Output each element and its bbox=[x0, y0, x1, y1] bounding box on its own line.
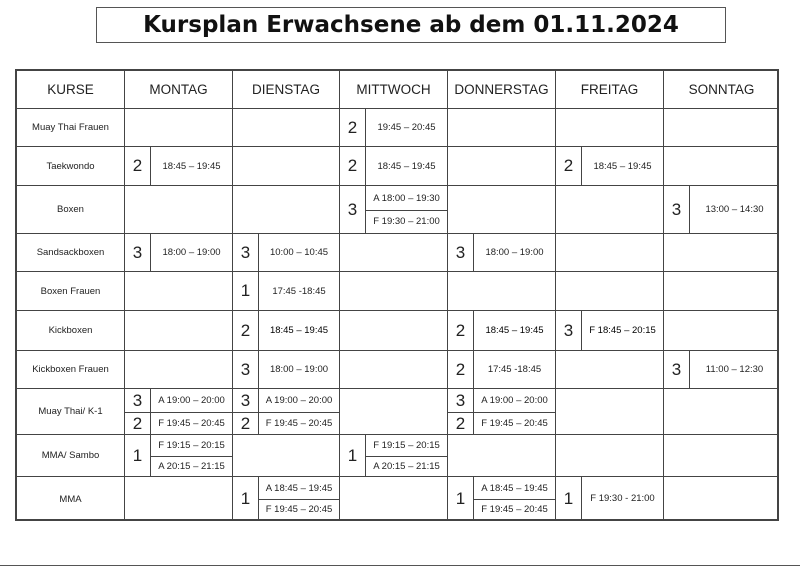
class-time: F 19:45 – 20:45 bbox=[258, 499, 339, 520]
class-time: 18:45 – 19:45 bbox=[258, 311, 339, 350]
class-time: F 19:15 – 20:15 bbox=[365, 435, 447, 457]
class-count: 2 bbox=[240, 413, 251, 433]
class-time: 18:00 – 19:00 bbox=[150, 234, 232, 271]
schedule-cell bbox=[448, 389, 556, 435]
course-name: Kickboxen Frauen bbox=[17, 351, 125, 389]
class-count: 1 bbox=[455, 488, 466, 508]
schedule-cell bbox=[664, 234, 779, 272]
class-count: 2 bbox=[563, 156, 574, 175]
schedule-cell bbox=[340, 109, 448, 147]
class-count: 1 bbox=[563, 488, 574, 508]
schedule-cell bbox=[448, 234, 556, 272]
schedule-cell bbox=[448, 477, 556, 521]
class-count: 2 bbox=[347, 117, 358, 137]
class-time: 17:45 -18:45 bbox=[473, 351, 555, 388]
schedule-cell bbox=[233, 435, 340, 477]
class-count: 3 bbox=[125, 389, 150, 413]
class-count: 3 bbox=[448, 389, 473, 413]
class-time: 10:00 – 10:45 bbox=[258, 234, 339, 271]
schedule-cell bbox=[664, 311, 779, 351]
class-time: F 19:45 – 20:45 bbox=[473, 499, 555, 520]
schedule-cell bbox=[556, 234, 664, 272]
schedule-cell bbox=[556, 109, 664, 147]
class-count: 1 bbox=[240, 488, 251, 508]
schedule-cell bbox=[233, 109, 340, 147]
class-count: 2 bbox=[455, 320, 466, 340]
schedule-cell bbox=[125, 435, 233, 477]
class-time: F 19:30 – 21:00 bbox=[365, 210, 447, 233]
class-count: 2 bbox=[347, 156, 358, 175]
class-count: 1 bbox=[240, 281, 251, 300]
class-time: A 20:15 – 21:15 bbox=[150, 456, 232, 476]
schedule-cell bbox=[233, 147, 340, 186]
class-count: 3 bbox=[563, 320, 574, 340]
course-name: Muay Thai/ K-1 bbox=[17, 389, 125, 435]
class-time: A 18:00 – 19:30 bbox=[365, 186, 447, 211]
class-time: A 20:15 – 21:15 bbox=[365, 456, 447, 476]
class-time: F 19:45 – 20:45 bbox=[258, 412, 339, 434]
course-name: Boxen Frauen bbox=[17, 272, 125, 311]
schedule-cell bbox=[664, 389, 779, 435]
schedule-cell bbox=[556, 186, 664, 234]
class-time: 18:00 – 19:00 bbox=[258, 351, 339, 388]
class-count: 3 bbox=[233, 389, 258, 413]
schedule-cell bbox=[340, 311, 448, 351]
schedule-cell bbox=[233, 351, 340, 389]
class-time: 19:45 – 20:45 bbox=[365, 109, 447, 146]
class-time: F 18:45 – 20:15 bbox=[581, 311, 663, 350]
class-time: A 18:45 – 19:45 bbox=[258, 477, 339, 500]
column-header-dienstag: DIENSTAG bbox=[233, 71, 340, 109]
schedule-cell bbox=[125, 311, 233, 351]
schedule-cell bbox=[340, 234, 448, 272]
class-count: 2 bbox=[240, 320, 251, 340]
schedule-cell bbox=[125, 389, 233, 435]
schedule-cell bbox=[448, 147, 556, 186]
schedule-cell bbox=[340, 351, 448, 389]
schedule-cell bbox=[556, 272, 664, 311]
class-count: 3 bbox=[240, 242, 251, 262]
class-time: 11:00 – 12:30 bbox=[689, 351, 779, 388]
schedule-cell bbox=[233, 272, 340, 311]
class-time: F 19:45 – 20:45 bbox=[150, 412, 232, 434]
class-count: 3 bbox=[132, 242, 143, 262]
class-count: 3 bbox=[347, 199, 358, 219]
schedule-cell bbox=[448, 435, 556, 477]
class-count: 1 bbox=[132, 445, 143, 465]
class-count: 2 bbox=[132, 413, 143, 433]
schedule-cell bbox=[556, 389, 664, 435]
column-header-donnerstag: DONNERSTAG bbox=[448, 71, 556, 109]
schedule-cell bbox=[448, 186, 556, 234]
column-header-freitag: FREITAG bbox=[556, 71, 664, 109]
schedule-cell bbox=[125, 186, 233, 234]
class-time: A 18:45 – 19:45 bbox=[473, 477, 555, 500]
course-name: MMA bbox=[17, 477, 125, 521]
schedule-cell bbox=[664, 435, 779, 477]
schedule-cell bbox=[664, 351, 779, 389]
schedule-cell bbox=[340, 272, 448, 311]
course-name: Boxen bbox=[17, 186, 125, 234]
column-header-montag: MONTAG bbox=[125, 71, 233, 109]
schedule-cell bbox=[448, 311, 556, 351]
class-count: 3 bbox=[671, 199, 682, 219]
schedule-cell bbox=[664, 109, 779, 147]
schedule-cell bbox=[448, 272, 556, 311]
class-time: 17:45 -18:45 bbox=[258, 272, 339, 310]
schedule-table bbox=[15, 69, 779, 521]
class-time: 18:45 – 19:45 bbox=[150, 147, 232, 185]
schedule-cell bbox=[664, 186, 779, 234]
class-count: 2 bbox=[455, 413, 466, 433]
schedule-cell bbox=[664, 147, 779, 186]
class-time: A 19:00 – 20:00 bbox=[258, 389, 339, 413]
column-header-mittwoch: MITTWOCH bbox=[340, 71, 448, 109]
class-count: 3 bbox=[240, 359, 251, 379]
schedule-cell bbox=[233, 186, 340, 234]
schedule-cell bbox=[556, 147, 664, 186]
course-name: Muay Thai Frauen bbox=[17, 109, 125, 147]
schedule-cell bbox=[125, 147, 233, 186]
page-title: Kursplan Erwachsene ab dem 01.11.2024 bbox=[96, 7, 726, 43]
class-count: 3 bbox=[455, 242, 466, 262]
schedule-cell bbox=[556, 477, 664, 521]
class-count: 2 bbox=[132, 156, 143, 175]
schedule-cell bbox=[233, 477, 340, 521]
class-time: 18:45 – 19:45 bbox=[365, 147, 447, 185]
class-time: 18:45 – 19:45 bbox=[473, 311, 555, 350]
class-time: A 19:00 – 20:00 bbox=[150, 389, 232, 413]
course-name: Kickboxen bbox=[17, 311, 125, 351]
schedule-cell bbox=[556, 435, 664, 477]
schedule-cell bbox=[125, 109, 233, 147]
schedule-cell bbox=[556, 351, 664, 389]
schedule-cell bbox=[340, 389, 448, 435]
class-time: F 19:30 - 21:00 bbox=[581, 477, 663, 520]
class-time: A 19:00 – 20:00 bbox=[473, 389, 555, 413]
class-time: 18:45 – 19:45 bbox=[581, 147, 663, 185]
schedule-cell bbox=[340, 186, 448, 234]
schedule-cell bbox=[340, 147, 448, 186]
column-header-sonntag: SONNTAG bbox=[664, 71, 779, 109]
class-count: 3 bbox=[671, 359, 682, 379]
course-name: MMA/ Sambo bbox=[17, 435, 125, 477]
class-time: F 19:15 – 20:15 bbox=[150, 435, 232, 457]
course-name: Taekwondo bbox=[17, 147, 125, 186]
schedule-cell bbox=[125, 272, 233, 311]
class-time: 13:00 – 14:30 bbox=[689, 186, 779, 233]
schedule-cell bbox=[125, 477, 233, 521]
class-count: 1 bbox=[347, 445, 358, 465]
class-time: 18:00 – 19:00 bbox=[473, 234, 555, 271]
schedule-cell bbox=[233, 311, 340, 351]
schedule-cell bbox=[233, 234, 340, 272]
course-name: Sandsackboxen bbox=[17, 234, 125, 272]
schedule-cell bbox=[233, 389, 340, 435]
schedule-cell bbox=[125, 234, 233, 272]
bottom-divider bbox=[0, 565, 800, 566]
schedule-cell bbox=[448, 351, 556, 389]
class-time: F 19:45 – 20:45 bbox=[473, 412, 555, 434]
schedule-cell bbox=[340, 435, 448, 477]
schedule-cell bbox=[448, 109, 556, 147]
schedule-cell bbox=[664, 272, 779, 311]
column-header-kurse: KURSE bbox=[17, 71, 125, 109]
schedule-cell bbox=[340, 477, 448, 521]
schedule-cell bbox=[556, 311, 664, 351]
schedule-cell bbox=[125, 351, 233, 389]
class-count: 2 bbox=[455, 359, 466, 379]
schedule-cell bbox=[664, 477, 779, 521]
